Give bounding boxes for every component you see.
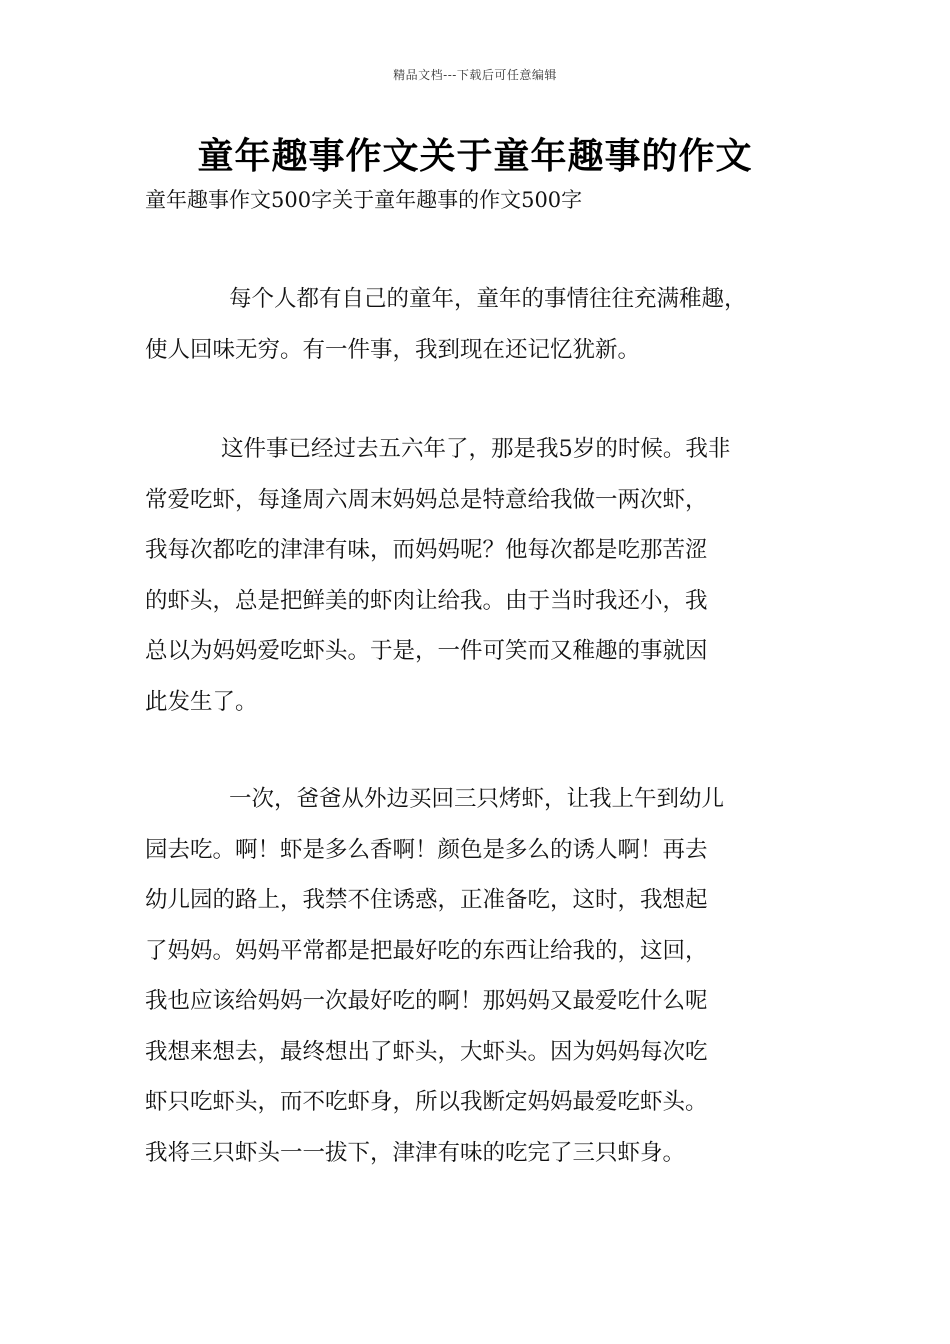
paragraph-line: 我将三只虾头一一拔下，津津有味的吃完了三只虾身。 xyxy=(145,1139,686,1166)
paragraph-1 xyxy=(145,274,825,375)
paragraph-3 xyxy=(145,774,825,1178)
paragraph-2 xyxy=(145,424,825,727)
paragraph-line: 这件事已经过去五六年了，那是我5岁的时候。我非 xyxy=(221,436,731,462)
document-title: 童年趣事作文关于童年趣事的作文 xyxy=(197,136,753,177)
paragraph-line: 使人回味无穷。有一件事，我到现在还记忆犹新。 xyxy=(145,336,641,363)
paragraph-line: 幼儿园的路上，我禁不住诱惑，正准备吃，这时，我想起 xyxy=(145,887,708,913)
paragraph-line: 了妈妈。妈妈平常都是把最好吃的东西让给我的，这回， xyxy=(145,937,708,964)
paragraph-line: 的虾头，总是把鲜美的虾肉让给我。由于当时我还小，我 xyxy=(145,587,708,614)
header-note: 精品文档---下载后可任意编辑 xyxy=(393,68,557,82)
paragraph-line: 我也应该给妈妈一次最好吃的啊！那妈妈又最爱吃什么呢 xyxy=(145,988,708,1014)
paragraph-line: 虾只吃虾头，而不吃虾身，所以我断定妈妈最爱吃虾头。 xyxy=(145,1089,708,1115)
paragraph-line: 一次，爸爸从外边买回三只烤虾，让我上午到幼儿 xyxy=(229,786,725,812)
paragraph-line: 我每次都吃的津津有味，而妈妈呢？他每次都是吃那苦涩 xyxy=(145,537,708,563)
paragraph-line: 每个人都有自己的童年，童年的事情往往充满稚趣， xyxy=(229,286,747,312)
paragraph-line: 我想来想去，最终想出了虾头，大虾头。因为妈妈每次吃 xyxy=(145,1038,708,1065)
paragraph-line: 园去吃。啊！虾是多么香啊！颜色是多么的诱人啊！再去 xyxy=(145,836,708,863)
paragraph-line: 总以为妈妈爱吃虾头。于是，一件可笑而又稚趣的事就因 xyxy=(145,638,708,664)
paragraph-line: 常爱吃虾，每逢周六周末妈妈总是特意给我做一两次虾， xyxy=(145,486,708,513)
document-subtitle: 童年趣事作文500字关于童年趣事的作文500字 xyxy=(145,188,583,212)
paragraph-line: 此发生了。 xyxy=(145,688,258,715)
